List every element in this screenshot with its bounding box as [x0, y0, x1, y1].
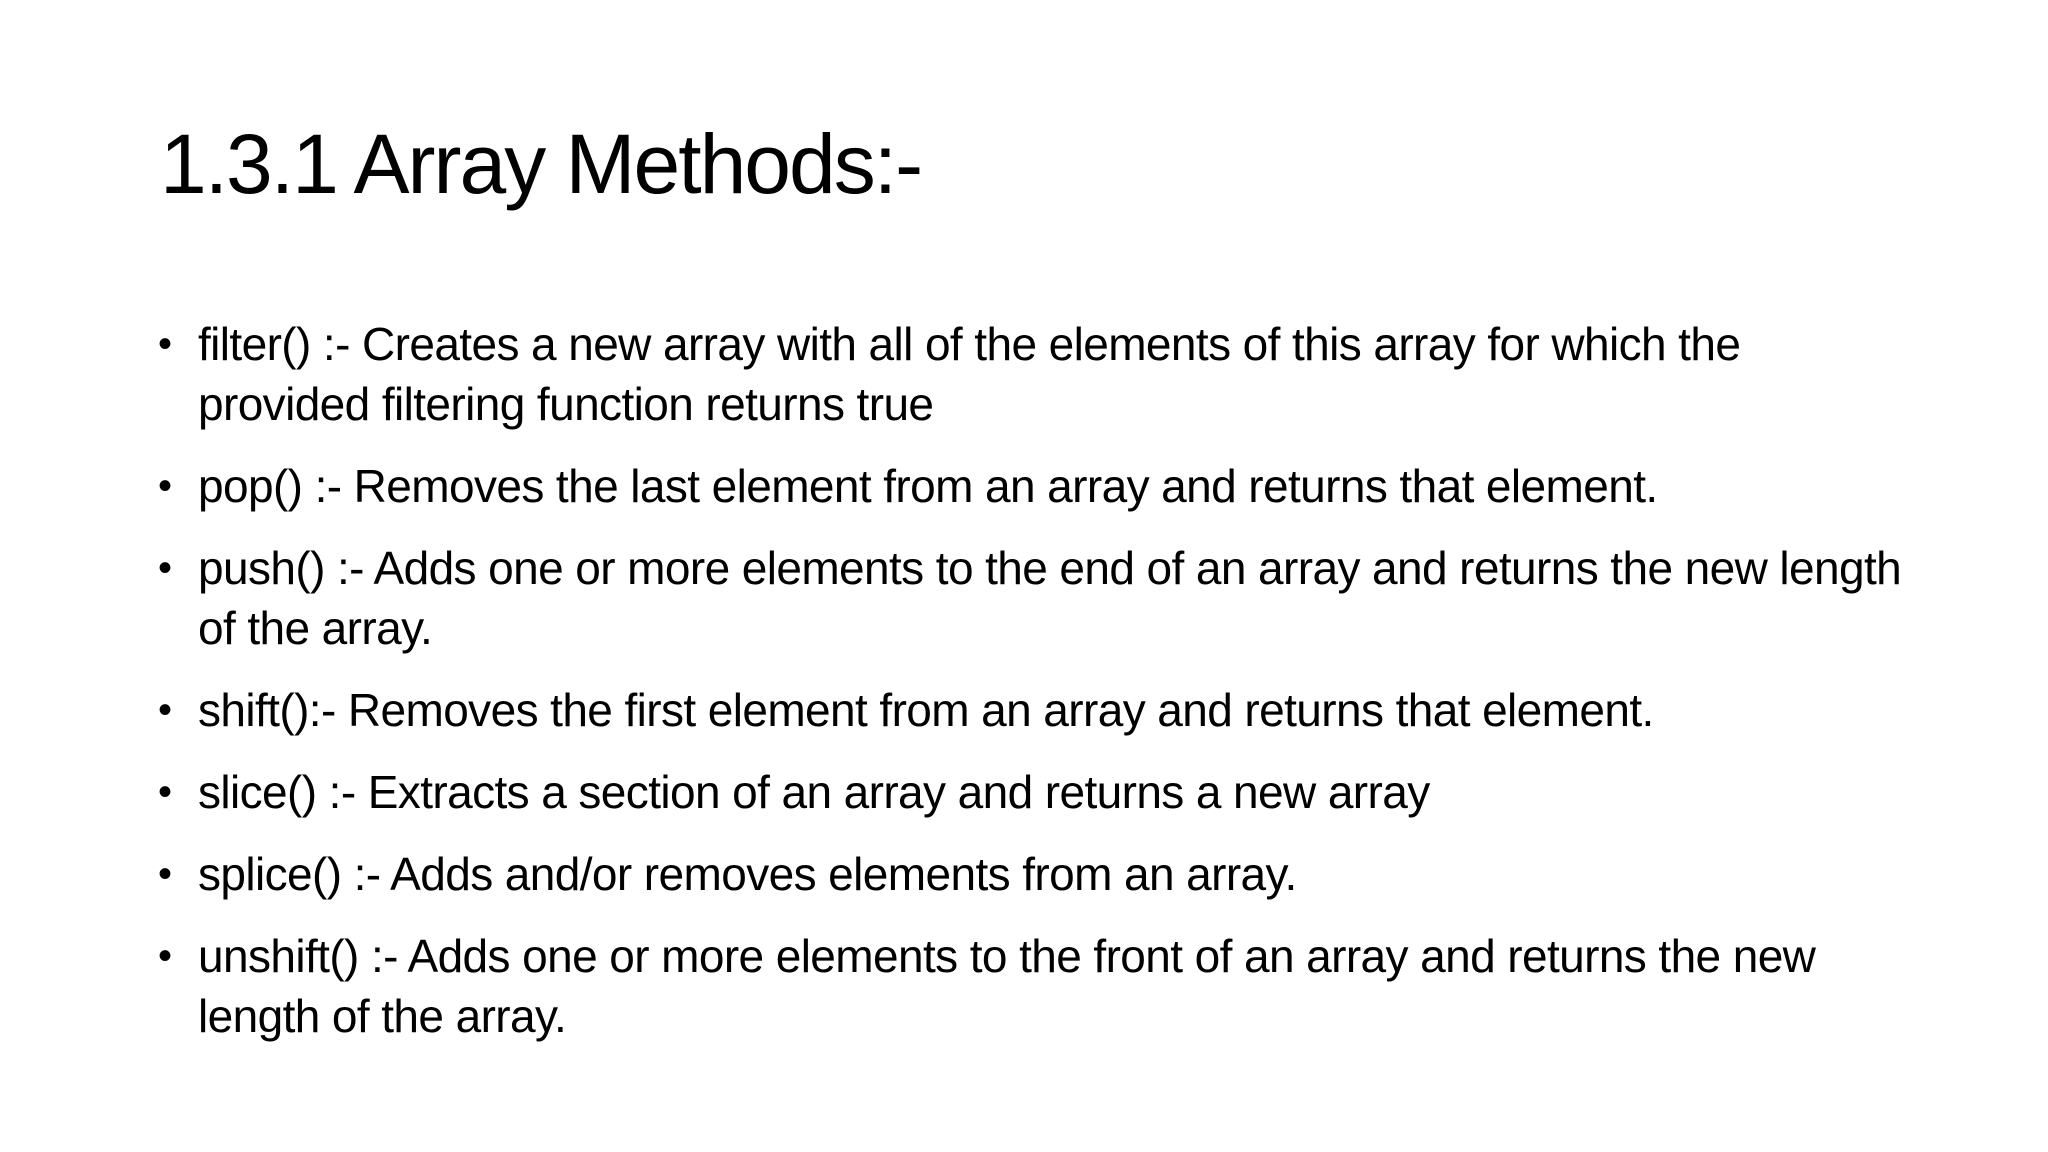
- bullet-item-slice: [158, 762, 1918, 822]
- bullet-item-filter: [158, 314, 1918, 434]
- bullet-item-push: [158, 538, 1918, 658]
- bullet-dot-icon: •: [158, 464, 172, 508]
- bullet-item-unshift: [158, 926, 1918, 1046]
- bullet-text: filter() :- Creates a new array with all of the elements of this array for which the provided filtering function returns true: [198, 318, 1741, 430]
- bullet-item-splice: [158, 844, 1918, 904]
- bullet-dot-icon: •: [158, 770, 172, 814]
- bullet-text: slice() :- Extracts a section of an array and returns a new array: [198, 766, 1430, 818]
- bullet-text: shift():- Removes the first element from an array and returns that element.: [198, 684, 1654, 736]
- bullet-text: push() :- Adds one or more elements to the end of an array and returns the new length of the array.: [198, 542, 1902, 654]
- bullet-text: splice() :- Adds and/or removes elements from an array.: [198, 848, 1297, 900]
- bullet-item-shift: [158, 680, 1918, 740]
- bullet-text: pop() :- Removes the last element from an array and returns that element.: [198, 460, 1658, 512]
- bullet-list: [158, 314, 1918, 1068]
- bullet-dot-icon: •: [158, 322, 172, 366]
- bullet-dot-icon: •: [158, 852, 172, 896]
- bullet-dot-icon: •: [158, 688, 172, 732]
- slide-title: 1.3.1 Array Methods:-: [160, 117, 922, 211]
- bullet-dot-icon: •: [158, 546, 172, 590]
- bullet-dot-icon: •: [158, 934, 172, 978]
- bullet-text: unshift() :- Adds one or more elements to the front of an array and returns the new length of the array.: [198, 930, 1816, 1042]
- bullet-item-pop: [158, 456, 1918, 516]
